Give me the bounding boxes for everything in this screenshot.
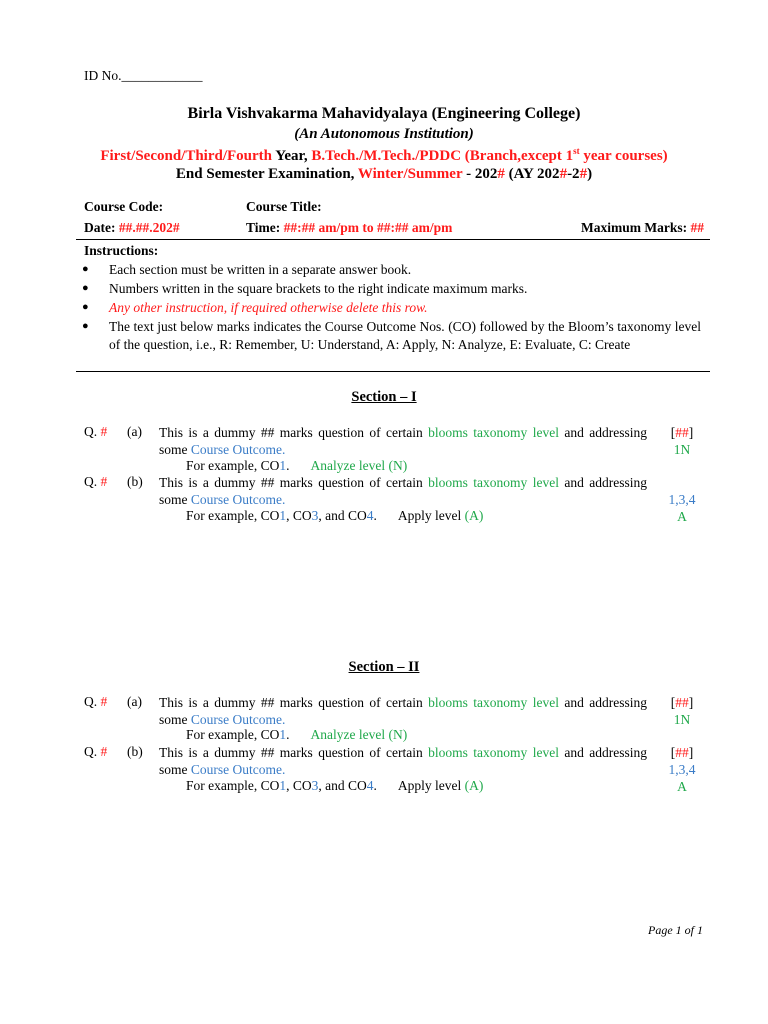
date-hash: # [172, 220, 180, 235]
q-text: This is a dummy ## marks question of certain [159, 425, 429, 440]
bracket: [ [670, 425, 676, 440]
q-hash: # [100, 744, 108, 759]
bloom-level-label: Apply level [397, 508, 465, 523]
example-label: For example, CO [186, 508, 280, 523]
bloom-text: blooms taxonomy level [428, 745, 559, 760]
question-part: (b) [127, 744, 143, 759]
question-text [159, 694, 647, 728]
time-label: Time: [246, 220, 284, 235]
co-number: 1 [279, 458, 287, 473]
bloom-level: Analyze level (N) [310, 727, 408, 742]
bloom-text: blooms taxonomy level [428, 425, 559, 440]
example-label: For example, CO [186, 727, 280, 742]
q-text: and addressing some [159, 745, 648, 777]
program-end: year courses) [579, 148, 668, 164]
q-label: Q. [84, 424, 101, 439]
q-label: Q. [84, 744, 101, 759]
co-number: 1 [279, 727, 287, 742]
question-part: (a) [127, 694, 142, 709]
time-field [246, 220, 452, 236]
instructions-divider [76, 371, 710, 372]
question-number [84, 474, 107, 490]
q-hash: # [100, 474, 108, 489]
question-part: (a) [127, 424, 142, 439]
question-part: (b) [127, 474, 143, 489]
q-hash: # [100, 694, 108, 709]
bloom-level: Analyze level (N) [310, 458, 408, 473]
bloom-code: N [680, 442, 691, 457]
year-word: Year, [272, 148, 312, 164]
header-divider [76, 239, 710, 240]
date-label: Date: [84, 220, 119, 235]
program-options: B.Tech./M.Tech./PDDC (Branch,except 1 [311, 148, 574, 164]
bullet-icon: ● [82, 263, 89, 275]
example-end: . [373, 778, 377, 793]
co-sep: , and CO [318, 508, 367, 523]
id-blank: ____________ [121, 68, 203, 83]
co-number: 1 [279, 778, 287, 793]
question-example [186, 508, 483, 524]
ay-hash-1: # [559, 166, 568, 182]
bloom-level-code: (A) [464, 508, 484, 523]
question-bloom: A [677, 779, 687, 794]
question-text [159, 424, 647, 458]
course-title-label: Course Title: [246, 199, 322, 214]
bracket: [ [670, 745, 676, 760]
co-sep: , CO [286, 778, 312, 793]
time-value: ##:## am/pm to ##:## am/pm [283, 220, 453, 235]
co-text: Course Outcome. [190, 762, 286, 777]
bullet-icon: ● [82, 301, 89, 313]
question-co-nos: 1,3,4 [668, 492, 696, 507]
bloom-level-label: Apply level [397, 778, 465, 793]
question-co-bloom [640, 711, 724, 728]
autonomous-subtitle: (An Autonomous Institution) [294, 126, 474, 142]
example-end: . [286, 727, 290, 742]
id-number-line [84, 68, 203, 84]
co-number: 4 [366, 508, 374, 523]
co-sep: , CO [286, 508, 312, 523]
section-title [0, 389, 768, 406]
exam-year-hash: # [497, 166, 505, 182]
question-bloom: A [677, 509, 687, 524]
co-text: Course Outcome. [190, 442, 286, 457]
q-text: and addressing some [159, 475, 648, 507]
example-end: . [373, 508, 377, 523]
exam-season: Winter/Summer [357, 166, 463, 182]
course-code-label: Course Code: [84, 199, 164, 214]
date-field [84, 220, 180, 236]
co-number: 3 [311, 508, 319, 523]
question-example [186, 727, 407, 743]
q-label: Q. [84, 694, 101, 709]
question-text [159, 474, 647, 508]
id-label: ID No. [84, 68, 122, 83]
bullet-icon: ● [82, 282, 89, 294]
bracket: ] [688, 745, 694, 760]
question-example [186, 458, 407, 474]
question-number [84, 694, 107, 710]
instructions-title: Instructions: [84, 243, 159, 258]
instruction-item: Each section must be written in a separate answer book. [109, 262, 412, 277]
year-options: First/Second/Third/Fourth [100, 148, 273, 164]
exam-line [0, 166, 768, 183]
question-marks [640, 424, 724, 441]
ay-sep: -2 [567, 166, 580, 182]
bloom-text: blooms taxonomy level [428, 695, 559, 710]
section-1-title: Section – I [351, 389, 417, 405]
section-2-title: Section – II [348, 659, 420, 675]
example-label: For example, CO [186, 778, 280, 793]
max-marks-value: ## [690, 220, 704, 235]
bloom-code: N [680, 712, 691, 727]
co-nos: 1 [673, 442, 681, 457]
exam-year-prefix: - 202 [462, 166, 498, 182]
marks-value: ## [675, 425, 689, 440]
question-marks [640, 694, 724, 711]
question-marks [640, 744, 724, 761]
year-program-line [0, 146, 768, 165]
question-example [186, 778, 483, 794]
co-number: 3 [311, 778, 319, 793]
q-label: Q. [84, 474, 101, 489]
co-text: Course Outcome. [190, 712, 286, 727]
q-text: This is a dummy ## marks question of certain [159, 695, 429, 710]
bloom-text: blooms taxonomy level [428, 475, 559, 490]
max-marks-label: Maximum Marks: [581, 220, 691, 235]
q-text: and addressing some [159, 695, 648, 727]
co-nos: 1 [673, 712, 681, 727]
bracket: [ [670, 695, 676, 710]
marks-value: ## [675, 695, 689, 710]
ay-prefix: (AY 202 [504, 166, 560, 182]
q-text: This is a dummy ## marks question of certain [159, 475, 429, 490]
question-co-nos: 1,3,4 [668, 762, 696, 777]
co-number: 1 [279, 508, 287, 523]
co-text: Course Outcome. [190, 492, 286, 507]
college-name: Birla Vishvakarma Mahavidyalaya (Engineering College) [187, 105, 581, 122]
marks-value: ## [675, 745, 689, 760]
section-title [0, 659, 768, 676]
exam-type: End Semester Examination, [175, 166, 358, 182]
question-number [84, 424, 107, 440]
ay-hash-2: # [579, 166, 588, 182]
bloom-level-code: (A) [464, 778, 484, 793]
bracket: ] [688, 425, 694, 440]
question-text [159, 744, 647, 778]
q-text: This is a dummy ## marks question of certain [159, 745, 429, 760]
ay-close: ) [587, 166, 593, 182]
co-number: 4 [366, 778, 374, 793]
example-label: For example, CO [186, 458, 280, 473]
max-marks-field [462, 220, 704, 236]
example-end: . [286, 458, 290, 473]
instruction-item: The text just below marks indicates the Course Outcome Nos. (CO) followed by the Bloom’s taxonomy level of the question, i.e., R: Remember, U: Understand, A: Apply, N: Analyze, E: Evaluate, C: Create [109, 319, 701, 352]
co-sep: , and CO [318, 778, 367, 793]
q-text: and addressing some [159, 425, 648, 457]
question-number [84, 744, 107, 760]
bracket: ] [688, 695, 694, 710]
instruction-item-optional: Any other instruction, if required otherwise delete this row. [109, 300, 428, 315]
bullet-icon: ● [82, 320, 89, 332]
question-co-bloom [640, 441, 724, 458]
instruction-item: Numbers written in the square brackets to the right indicate maximum marks. [109, 281, 528, 296]
ordinal-sup: st [573, 146, 580, 156]
date-value: ##.##.202 [118, 220, 173, 235]
page-number: Page 1 of 1 [648, 923, 703, 937]
q-hash: # [100, 424, 108, 439]
